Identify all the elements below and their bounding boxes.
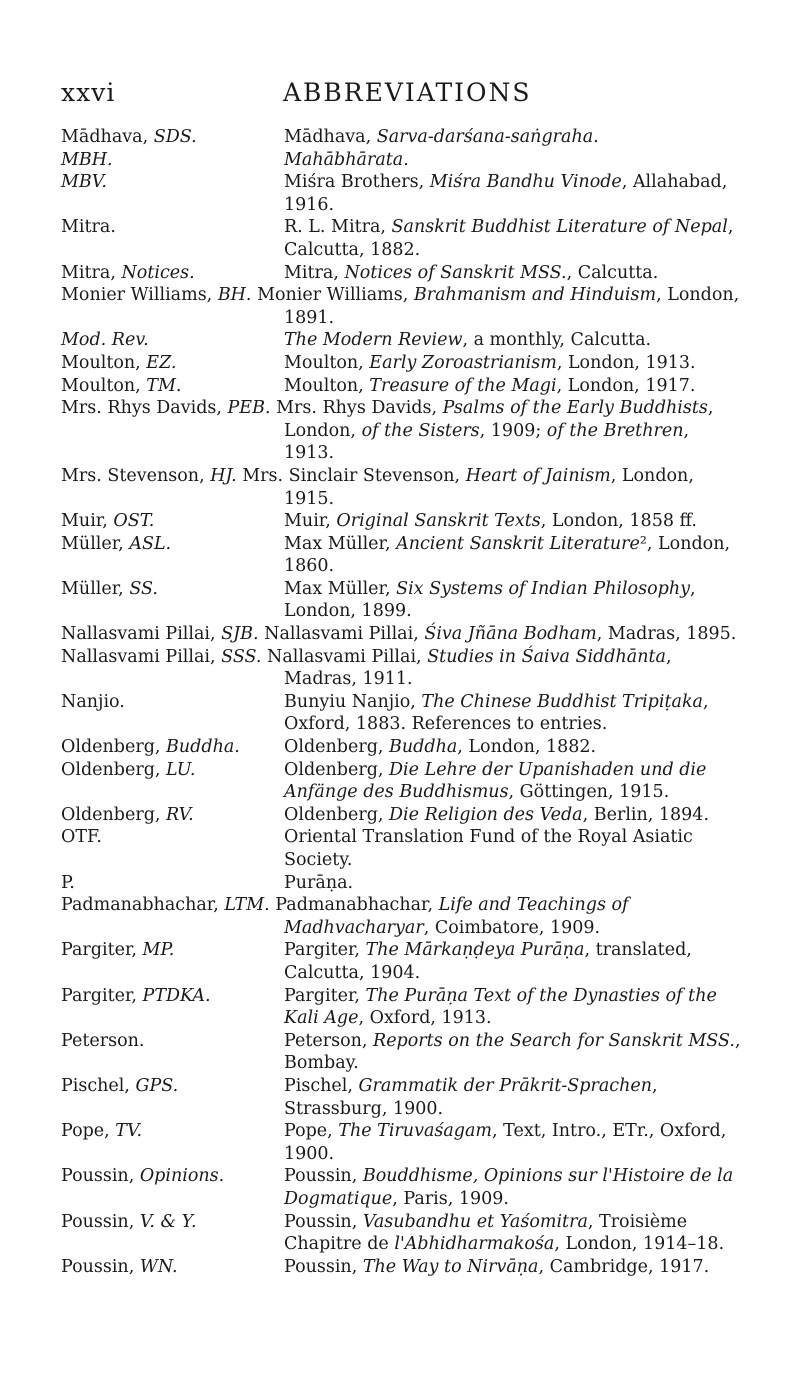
abbreviation-code: HJ. xyxy=(210,465,237,486)
abbreviation-author: OTF. xyxy=(61,827,102,848)
reference-text: Padmanabhachar, xyxy=(275,895,439,916)
reference-title: Buddha xyxy=(389,737,458,758)
reference-text: Mitra, xyxy=(284,262,345,283)
abbreviation-author: Nallasvami Pillai, xyxy=(61,624,222,645)
abbreviation-reference xyxy=(284,1030,741,1075)
abbreviation-author: Poussin, xyxy=(61,1256,140,1277)
abbreviation-author: Oldenberg, xyxy=(61,737,167,758)
reference-title: The Chinese Buddhist Tripiṭaka xyxy=(421,691,703,712)
abbreviation-code: WN. xyxy=(139,1256,178,1277)
reference-title: Grammatik der Prākrit-Sprachen xyxy=(358,1075,652,1096)
abbreviation-entry xyxy=(61,533,741,578)
abbreviation-term xyxy=(61,759,195,782)
reference-text: ², London, 1860. xyxy=(284,533,731,577)
reference-title: Treasure of the Magi xyxy=(369,375,557,396)
reference-text: , Troisième Chapitre de xyxy=(284,1211,688,1255)
abbreviation-term xyxy=(61,985,211,1008)
abbreviation-code: MBH. xyxy=(61,149,113,170)
abbreviations-list xyxy=(61,126,741,1278)
reference-text: Miśra Brothers, xyxy=(284,172,430,193)
reference-text: , a monthly, Calcutta. xyxy=(462,330,652,351)
reference-title: The Way to Nirvāṇa xyxy=(362,1256,539,1277)
abbreviation-reference xyxy=(284,149,741,172)
abbreviation-code: GPS. xyxy=(135,1075,179,1096)
abbreviation-author: P. xyxy=(61,872,75,893)
abbreviation-reference xyxy=(284,126,741,149)
abbreviation-reference xyxy=(284,352,741,375)
reference-text: Muir, xyxy=(284,511,337,532)
abbreviation-entry xyxy=(61,397,741,465)
abbreviation-code: Opinions. xyxy=(139,1166,225,1187)
abbreviation-author: Moulton, xyxy=(61,375,147,396)
reference-title: The Modern Review xyxy=(284,330,463,351)
abbreviation-term xyxy=(61,398,271,418)
abbreviation-reference xyxy=(284,736,741,759)
reference-text: , Allahabad, 1916. xyxy=(284,172,728,215)
reference-text: Poussin, xyxy=(284,1256,363,1277)
reference-title: Bouddhisme, Opinions sur l'Histoire de la Dogmatique xyxy=(284,1166,734,1209)
abbreviation-term xyxy=(61,826,102,849)
reference-text: , Text, Intro., ETr., Oxford, 1900. xyxy=(284,1121,727,1164)
abbreviation-code: TV. xyxy=(115,1121,143,1142)
abbreviation-entry xyxy=(61,623,741,646)
abbreviation-entry xyxy=(61,646,741,691)
reference-title: Original Sanskrit Texts xyxy=(336,511,541,532)
abbreviation-reference xyxy=(284,216,741,261)
abbreviation-reference xyxy=(284,329,741,352)
abbreviation-entry xyxy=(61,375,741,398)
abbreviation-term xyxy=(61,1211,197,1234)
abbreviation-author: Pargiter, xyxy=(61,985,143,1006)
reference-text: Monier Williams, xyxy=(257,285,414,306)
abbreviation-entry xyxy=(61,736,741,759)
abbreviation-term xyxy=(61,1165,224,1188)
abbreviation-term xyxy=(61,510,154,533)
abbreviation-entry xyxy=(61,872,741,895)
abbreviation-reference xyxy=(284,691,741,736)
abbreviation-reference xyxy=(284,985,741,1030)
reference-text: Max Müller, xyxy=(284,578,397,599)
abbreviation-entry xyxy=(61,1120,741,1165)
reference-title: Brahmanism and Hinduism xyxy=(413,285,657,306)
abbreviation-term xyxy=(61,578,158,601)
abbreviation-reference xyxy=(264,624,736,644)
reference-title: Reports on the Search for Sanskrit MSS. xyxy=(373,1030,735,1051)
reference-text: , London, 1899. xyxy=(284,578,696,622)
abbreviation-entry xyxy=(61,939,741,984)
abbreviation-term xyxy=(61,329,149,352)
abbreviation-entry xyxy=(61,826,741,871)
reference-text: Poussin, xyxy=(284,1211,363,1232)
abbreviation-reference xyxy=(284,1120,741,1165)
reference-text: , London, xyxy=(284,398,714,441)
abbreviation-term xyxy=(61,895,270,915)
abbreviation-entry xyxy=(61,284,741,329)
abbreviation-entry xyxy=(61,510,741,533)
reference-text: Purāṇa. xyxy=(284,872,354,893)
abbreviation-reference xyxy=(257,285,739,328)
reference-text: R. L. Mitra, xyxy=(284,217,392,238)
reference-text: Bunyiu Nanjio, xyxy=(284,691,422,712)
reference-text: , Madras, 1895. xyxy=(596,624,737,645)
reference-text: , London, 1915. xyxy=(284,465,694,509)
abbreviation-entry xyxy=(61,216,741,261)
abbreviation-author: Poussin, xyxy=(61,1211,140,1232)
page-title: ABBREVIATIONS xyxy=(283,78,532,107)
abbreviation-term xyxy=(61,352,177,375)
reference-title: of the Sisters xyxy=(361,420,480,441)
reference-text: Moulton, xyxy=(284,375,370,396)
abbreviation-code: SJB. xyxy=(221,624,259,645)
abbreviation-author: Pope, xyxy=(61,1121,116,1142)
reference-title: The Purāṇa Text of the Dynasties of the Kali Age xyxy=(284,985,717,1029)
reference-text: , Göttingen, 1915. xyxy=(508,782,670,803)
abbreviation-author: Muir, xyxy=(61,511,114,532)
abbreviation-term xyxy=(61,1120,142,1143)
reference-text: , Calcutta. xyxy=(566,262,659,283)
reference-title: Mahābhārata. xyxy=(284,149,409,170)
abbreviation-term xyxy=(61,533,171,556)
abbreviation-entry xyxy=(61,126,741,149)
reference-text: , Oxford, 1913. xyxy=(358,1008,492,1029)
abbreviation-entry xyxy=(61,894,741,939)
abbreviation-reference xyxy=(267,647,672,690)
reference-title: Miśra Bandhu Vinode xyxy=(429,172,622,193)
reference-text: , London, 1914–18. xyxy=(554,1234,725,1255)
reference-title: Life and Teachings of Madhvacharyar xyxy=(284,895,629,938)
reference-text: , Bombay. xyxy=(284,1030,741,1074)
reference-title: of the Brethren xyxy=(546,420,684,441)
reference-text: , Madras, 1911. xyxy=(284,646,672,690)
abbreviation-term xyxy=(61,285,252,305)
reference-text: , London, 1891. xyxy=(284,285,740,328)
abbreviation-reference xyxy=(284,1211,741,1256)
abbreviation-entry xyxy=(61,985,741,1030)
abbreviation-term xyxy=(61,375,181,398)
abbreviation-code: MP. xyxy=(142,940,175,961)
reference-text: , Strassburg, 1900. xyxy=(284,1075,658,1119)
reference-title: Six Systems of Indian Philosophy xyxy=(396,578,690,599)
abbreviation-term xyxy=(61,262,195,285)
abbreviation-code: SDS. xyxy=(153,127,197,147)
reference-text: Pargiter, xyxy=(284,985,366,1006)
abbreviation-author: Oldenberg, xyxy=(61,759,167,780)
abbreviation-code: LU. xyxy=(166,759,196,780)
abbreviation-term xyxy=(61,691,125,714)
abbreviation-reference xyxy=(276,398,713,463)
reference-text: Oldenberg, xyxy=(284,759,390,780)
reference-text: Pischel, xyxy=(284,1075,359,1096)
abbreviation-author: Oldenberg, xyxy=(61,804,167,825)
abbreviation-code: Buddha. xyxy=(166,737,240,758)
abbreviation-reference xyxy=(284,262,741,285)
reference-text: Moulton, xyxy=(284,352,370,373)
abbreviation-code: MBV. xyxy=(61,172,107,193)
abbreviation-entry xyxy=(61,329,741,352)
abbreviation-reference xyxy=(284,533,741,578)
abbreviation-entry xyxy=(61,578,741,623)
abbreviation-code: RV. xyxy=(166,804,194,825)
abbreviation-code: SS. xyxy=(129,578,158,599)
abbreviation-author: Poussin, xyxy=(61,1166,140,1187)
abbreviation-author: Padmanabhachar, xyxy=(61,895,225,916)
abbreviation-entry xyxy=(61,804,741,827)
abbreviation-term xyxy=(61,1030,144,1053)
reference-text: , Berlin, 1894. xyxy=(582,804,710,825)
abbreviation-reference xyxy=(284,939,741,984)
reference-title: Sarva-darśana-saṅgraha. xyxy=(376,127,599,147)
abbreviation-code: TM. xyxy=(146,375,182,396)
abbreviation-author: Moulton, xyxy=(61,352,147,373)
abbreviation-author: Mrs. Stevenson, xyxy=(61,465,211,486)
abbreviation-author: Mādhava, xyxy=(61,127,154,147)
abbreviation-author: Mrs. Rhys Davids, xyxy=(61,398,228,419)
abbreviation-code: ASL. xyxy=(129,533,172,554)
reference-text: , London, 1913. xyxy=(556,352,696,373)
reference-text: , Paris, 1909. xyxy=(392,1188,509,1209)
abbreviation-code: Mod. Rev. xyxy=(61,330,149,351)
reference-text: , translated, Calcutta, 1904. xyxy=(284,940,692,983)
abbreviation-term xyxy=(61,126,197,149)
abbreviation-code: EZ. xyxy=(146,352,177,373)
reference-title: Ancient Sanskrit Literature xyxy=(396,533,640,554)
abbreviation-entry xyxy=(61,171,741,216)
reference-title: Śiva Jñāna Bodham xyxy=(424,624,597,645)
abbreviation-reference xyxy=(284,872,741,895)
reference-text: , 1913. xyxy=(284,420,690,464)
abbreviation-code: LTM. xyxy=(224,895,270,916)
reference-text: Mādhava, xyxy=(284,127,377,147)
page-header xyxy=(0,78,800,118)
abbreviation-entry xyxy=(61,691,741,736)
reference-title: l'Abhidharmakośa xyxy=(394,1234,555,1255)
abbreviation-term xyxy=(61,216,116,239)
reference-title: Die Lehre der Upanishaden und die Anfänge des Buddhismus xyxy=(284,759,707,803)
abbreviation-term xyxy=(61,1256,178,1279)
abbreviation-reference xyxy=(284,171,741,216)
reference-text: , London, 1858 ff. xyxy=(540,511,697,532)
abbreviation-entry xyxy=(61,149,741,172)
reference-title: Heart of Jainism xyxy=(465,465,611,486)
abbreviation-reference xyxy=(284,578,741,623)
abbreviation-author: Peterson. xyxy=(61,1030,145,1051)
reference-title: The Mārkaṇḍeya Purāṇa xyxy=(365,940,585,961)
abbreviation-term xyxy=(61,171,107,194)
abbreviation-author: Nanjio. xyxy=(61,691,125,712)
abbreviation-reference xyxy=(275,895,628,938)
reference-text: Pargiter, xyxy=(284,940,366,961)
abbreviation-entry xyxy=(61,465,741,510)
reference-text: Nallasvami Pillai, xyxy=(264,624,425,645)
abbreviation-entry xyxy=(61,262,741,285)
abbreviation-entry xyxy=(61,1075,741,1120)
reference-text: Max Müller, xyxy=(284,533,397,554)
abbreviation-entry xyxy=(61,1256,741,1279)
abbreviation-author: Nallasvami Pillai, xyxy=(61,646,222,667)
reference-text: , London, 1882. xyxy=(457,737,597,758)
reference-text: Oriental Translation Fund of the Royal Asiatic Society. xyxy=(284,827,693,870)
abbreviation-code: PEB. xyxy=(227,398,271,419)
abbreviation-entry xyxy=(61,1030,741,1075)
abbreviation-entry xyxy=(61,1165,741,1210)
reference-text: , 1909; xyxy=(479,420,547,441)
reference-text: Oldenberg, xyxy=(284,737,390,758)
reference-text: Nallasvami Pillai, xyxy=(267,646,428,667)
abbreviation-term xyxy=(61,939,174,962)
abbreviation-code: PTDKA. xyxy=(142,985,211,1006)
abbreviation-code: V. & Y. xyxy=(139,1211,197,1232)
abbreviation-entry xyxy=(61,759,741,804)
reference-text: Poussin, xyxy=(284,1166,363,1187)
abbreviation-reference xyxy=(284,1075,741,1120)
abbreviation-term xyxy=(61,149,113,172)
reference-text: Peterson, xyxy=(284,1030,374,1051)
reference-title: Notices of Sanskrit MSS. xyxy=(344,262,567,283)
reference-title: Sanskrit Buddhist Literature of Nepal xyxy=(391,217,728,238)
abbreviation-reference xyxy=(284,759,741,804)
reference-title: Psalms of the Early Buddhists xyxy=(442,398,708,419)
abbreviation-entry xyxy=(61,352,741,375)
abbreviation-reference xyxy=(284,375,741,398)
abbreviation-author: Mitra. xyxy=(61,217,116,238)
reference-title: The Tiruvaśagam xyxy=(338,1121,493,1142)
reference-title: Early Zoroastrianism xyxy=(369,352,557,373)
reference-text: , Calcutta, 1882. xyxy=(284,217,734,260)
abbreviation-code: OST. xyxy=(113,511,155,532)
reference-text: Oldenberg, xyxy=(284,804,390,825)
abbreviation-term xyxy=(61,872,75,895)
reference-title: Die Religion des Veda xyxy=(389,804,583,825)
abbreviation-code: SSS. xyxy=(221,646,262,667)
abbreviation-reference xyxy=(242,466,694,509)
abbreviation-reference xyxy=(284,1165,741,1210)
abbreviation-term xyxy=(61,736,240,759)
abbreviation-reference xyxy=(284,804,741,827)
abbreviation-reference xyxy=(284,1256,741,1279)
reference-text: Mrs. Sinclair Stevenson, xyxy=(242,465,466,486)
reference-text: , Coimbatore, 1909. xyxy=(423,917,601,938)
abbreviation-author: Müller, xyxy=(61,578,130,599)
reference-title: Studies in Śaiva Siddhānta xyxy=(427,646,666,667)
abbreviation-author: Müller, xyxy=(61,533,130,554)
abbreviation-code: BH. xyxy=(217,285,252,306)
abbreviation-reference xyxy=(284,510,741,533)
reference-text: , London, 1917. xyxy=(556,375,696,396)
reference-text: Pope, xyxy=(284,1121,339,1142)
abbreviation-author: Pargiter, xyxy=(61,940,143,961)
abbreviation-author: Pischel, xyxy=(61,1075,136,1096)
abbreviation-reference xyxy=(284,826,741,871)
reference-text: , Cambridge, 1917. xyxy=(538,1256,710,1277)
abbreviation-author: Monier Williams, xyxy=(61,285,218,306)
reference-text: , Oxford, 1883. References to entries. xyxy=(284,691,709,735)
abbreviation-term xyxy=(61,466,237,486)
reference-text: Mrs. Rhys Davids, xyxy=(276,398,443,419)
abbreviation-term xyxy=(61,647,261,667)
page-number: xxvi xyxy=(61,78,116,107)
reference-title: Vasubandhu et Yaśomitra xyxy=(362,1211,588,1232)
abbreviation-term xyxy=(61,1075,178,1098)
abbreviation-entry xyxy=(61,1211,741,1256)
abbreviation-author: Mitra, xyxy=(61,262,122,283)
abbreviation-term xyxy=(61,804,194,827)
abbreviation-code: Notices. xyxy=(121,262,195,283)
abbreviation-term xyxy=(61,624,259,644)
